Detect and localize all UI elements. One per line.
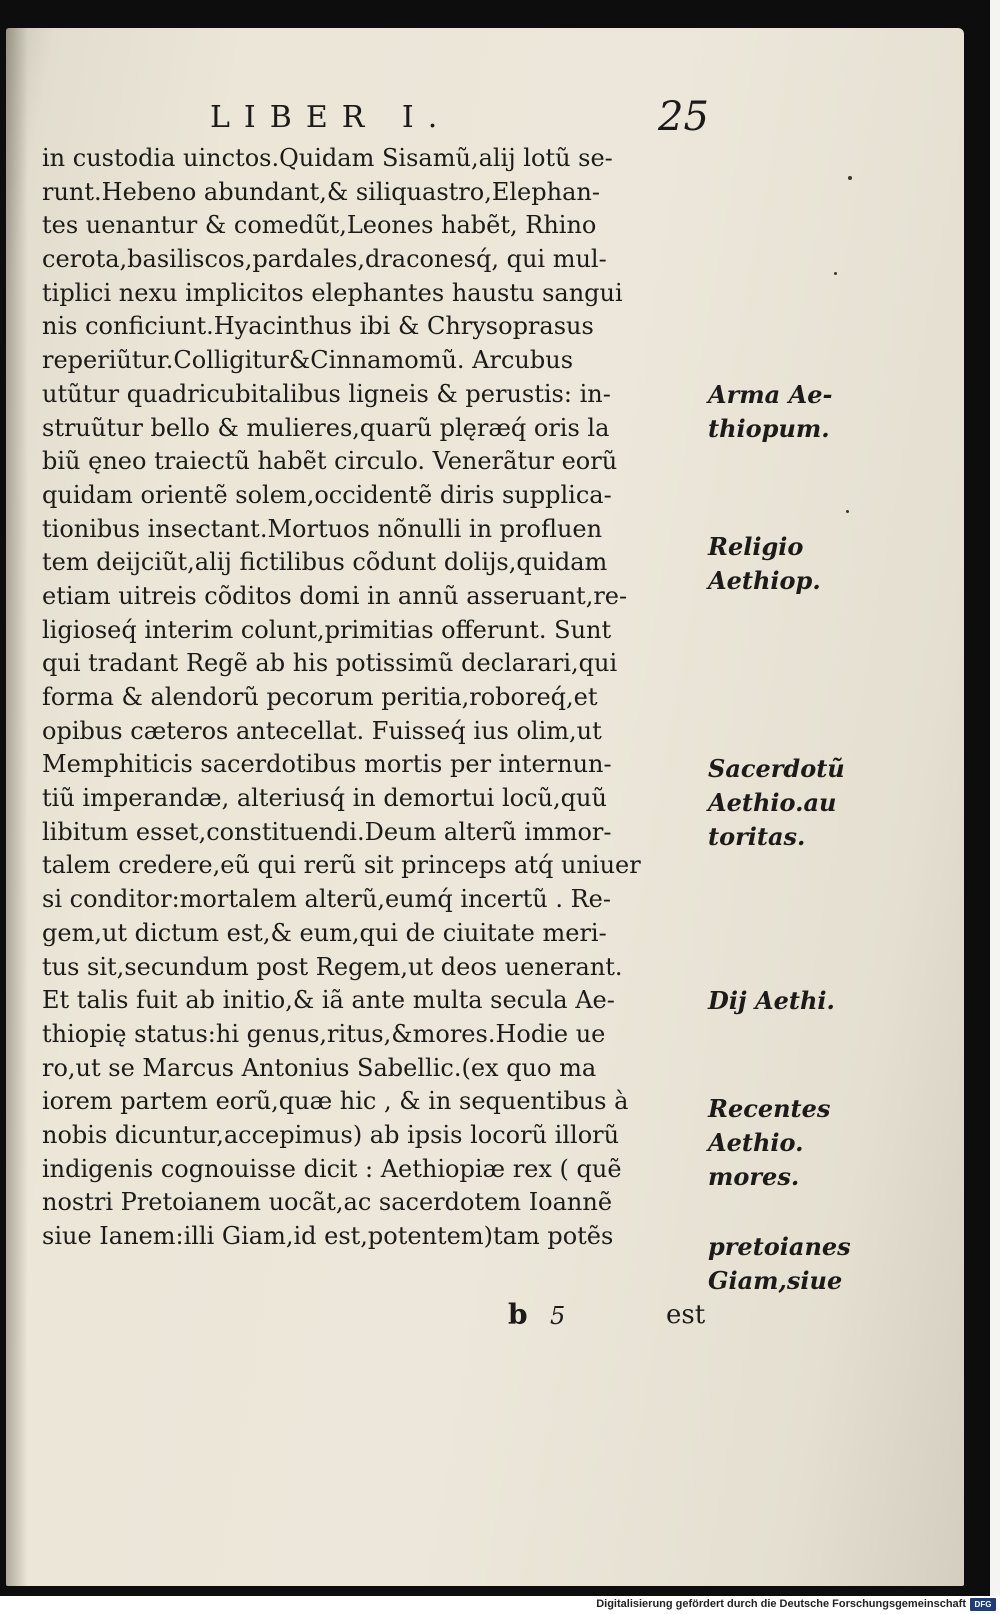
- funding-credit: Digitalisierung gefördert durch die Deutsche Forschungsgemeinschaft: [596, 1598, 966, 1610]
- text-line: cerota,basiliscos,pardales,draconesq́, qui mul-: [42, 245, 607, 274]
- text-line: libitum esset,constituendi.Deum alterũ immor-: [42, 817, 612, 846]
- gutter-shadow: [6, 28, 28, 1586]
- text-line: tiũ imperandæ, alteriusq́ in demortui locũ,quũ: [42, 784, 607, 813]
- main-text-block: [42, 142, 712, 1254]
- marginal-note-pretoianes: [708, 1230, 851, 1298]
- text-line: talem credere,eũ qui rerũ sit princeps atq́ uniuer: [42, 851, 641, 880]
- marginal-note-sacerdotum: [708, 752, 845, 854]
- signature-number: 5: [550, 1302, 566, 1330]
- marginal-note-line: Sacerdotũ: [708, 754, 845, 783]
- dfg-logo: DFG: [970, 1598, 996, 1611]
- marginal-note-recentes: [708, 1092, 830, 1194]
- folio-number: 25: [658, 94, 709, 140]
- text-line: reperiũtur.Colligitur&Cinnamomũ. Arcubus: [42, 346, 574, 375]
- ink-speck: [834, 272, 837, 275]
- ink-speck: [846, 510, 849, 513]
- text-line: Memphiticis sacerdotibus mortis per internun-: [42, 750, 612, 779]
- marginal-note-line: pretoianes: [708, 1232, 851, 1261]
- text-line: in custodia uinctos.Quidam Sisamũ,alij lotũ se-: [42, 144, 613, 172]
- marginal-note-line: Arma Ae-: [708, 380, 833, 409]
- text-line: nobis dicuntur,accepimus) ab ipsis locorũ illorũ: [42, 1120, 620, 1149]
- signature-mark: b: [508, 1298, 528, 1331]
- marginal-note-line: Religio: [708, 532, 804, 561]
- marginal-note-line: Aethiop.: [708, 566, 821, 595]
- text-line: opibus cæteros antecellat. Fuisseq́ ius olim,ut: [42, 716, 602, 745]
- marginal-note-line: Aethio.au: [708, 788, 837, 817]
- text-line: tes uenantur & comedũt,Leones habẽt, Rhino: [42, 211, 597, 240]
- marginal-note-line: Giam,siue: [708, 1266, 843, 1295]
- text-line: Et talis fuit ab initio,& iã ante multa secula Ae-: [42, 986, 615, 1015]
- text-line: runt.Hebeno abundant,& siliquastro,Elephan-: [42, 177, 600, 206]
- text-line: utũtur quadricubitalibus ligneis & perustis: in-: [42, 379, 611, 408]
- text-line: tiplici nexu implicitos elephantes haustu sangui: [42, 278, 623, 307]
- text-line: tem deijciũt,alij fictilibus cõdunt dolijs,quidam: [42, 548, 608, 577]
- text-line: quidam orientẽ solem,occidentẽ diris supplica-: [42, 480, 612, 509]
- footer-bar: [0, 1596, 1000, 1614]
- text-line: siue Ianem:illi Giam,id est,potentem)tam potẽs: [42, 1222, 614, 1250]
- running-title: LIBER I.: [210, 100, 452, 135]
- text-line: indigenis cognouisse dicit : Aethiopiæ rex ( quẽ: [42, 1154, 622, 1183]
- text-line: ligioseq́ interim colunt,primitias offerunt. Sunt: [42, 615, 612, 644]
- text-line: ro,ut se Marcus Antonius Sabellic.(ex quo ma: [42, 1053, 597, 1082]
- marginal-note-arma: [708, 378, 832, 446]
- marginal-note-line: Recentes: [708, 1094, 831, 1123]
- text-line: tus sit,secundum post Regem,ut deos uenerant.: [42, 952, 623, 981]
- catchword: est: [666, 1300, 706, 1330]
- text-line: forma & alendorũ pecorum peritia,roboreq́,et: [42, 683, 598, 711]
- text-line: iorem partem eorũ,quæ hic , & in sequentibus à: [42, 1087, 629, 1116]
- text-line: si conditor:mortalem alterũ,eumq́ incertũ . Re-: [42, 885, 611, 914]
- marginal-note-line: Dij Aethi.: [708, 986, 835, 1015]
- text-line: tionibus insectant.Mortuos nõnulli in profluen: [42, 514, 603, 543]
- text-line: qui tradant Regẽ ab his potissimũ declarari,qui: [42, 649, 618, 678]
- marginal-note-line: mores.: [708, 1162, 800, 1191]
- marginal-note-line: Aethio.: [708, 1128, 804, 1157]
- marginal-note-line: toritas.: [708, 822, 806, 851]
- text-line: struũtur bello & mulieres,quarũ plęræq́ oris la: [42, 413, 610, 442]
- ink-speck: [848, 176, 852, 180]
- marginal-note-line: thiopum.: [708, 414, 830, 443]
- text-line: nis conficiunt.Hyacinthus ibi & Chrysoprasus: [42, 312, 594, 341]
- marginal-note-dij: [708, 984, 835, 1018]
- text-line: etiam uitreis cõditos domi in annũ asseruant,re-: [42, 581, 628, 610]
- text-line: thiopię status:hi genus,ritus,&mores.Hodie ue: [42, 1019, 606, 1048]
- marginal-note-religio: [708, 530, 821, 598]
- text-line: gem,ut dictum est,& eum,qui de ciuitate meri-: [42, 918, 607, 947]
- page-header: [210, 94, 710, 144]
- text-line: biũ ęneo traiectũ habẽt circulo. Venerãtur eorũ: [42, 447, 618, 476]
- text-line: nostri Pretoianem uocãt,ac sacerdotem Ioannẽ: [42, 1188, 613, 1217]
